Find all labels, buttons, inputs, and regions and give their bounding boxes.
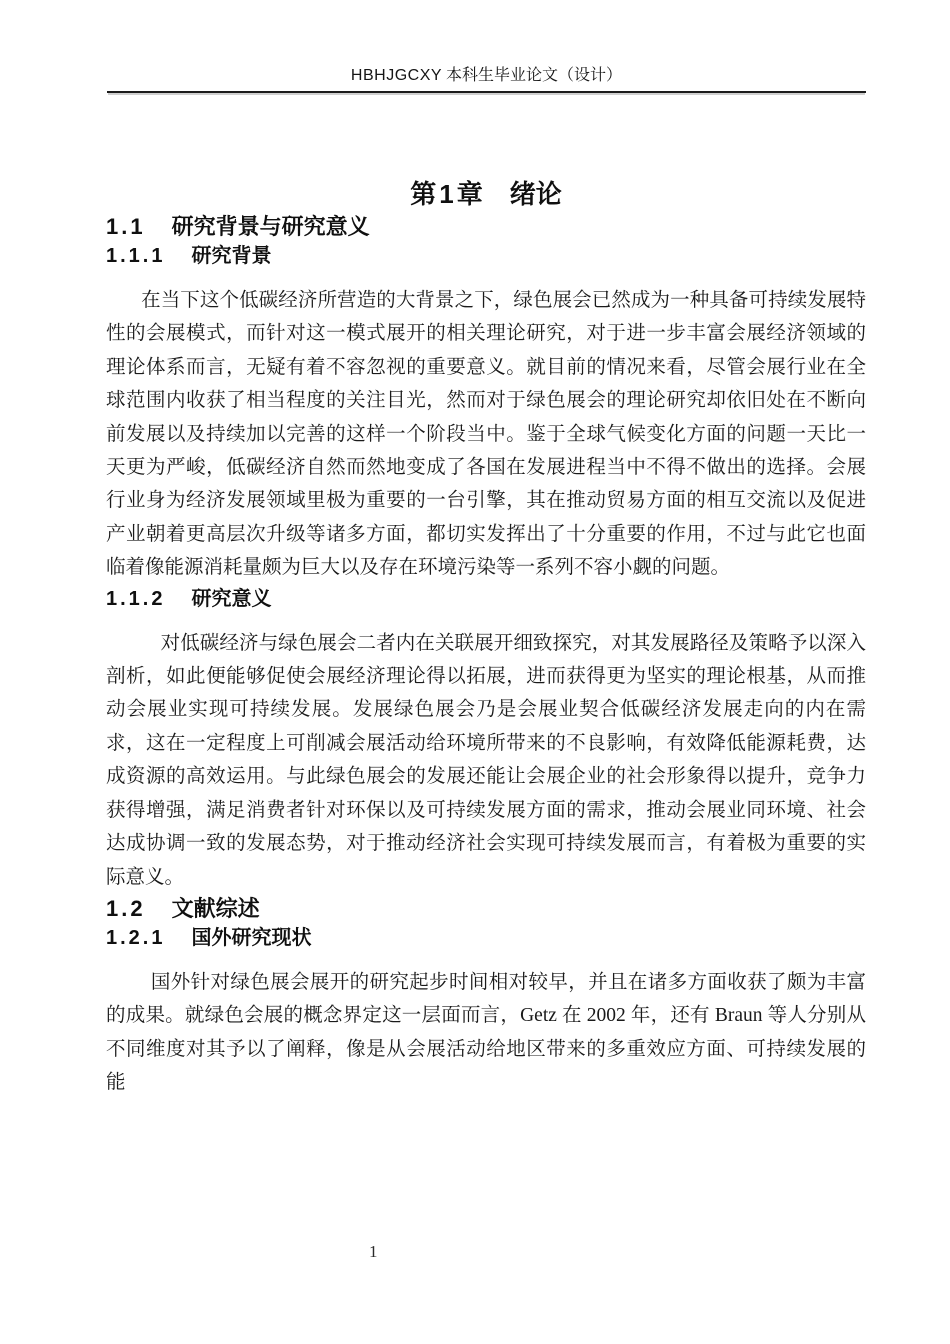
section-heading-1-2-1 <box>106 924 866 952</box>
section-1-2-number: 1.2 <box>106 895 146 921</box>
section-1-2-1-number: 1.2.1 <box>106 926 166 949</box>
section-1-2-1-title: 国外研究现状 <box>191 926 312 949</box>
section-heading-1-1-1 <box>106 242 866 270</box>
paragraph-research-background: 在当下这个低碳经济所营造的大背景之下，绿色展会已然成为一种具备可持续发展特性的会展模式，而针对这一模式展开的相关理论研究，对于进一步丰富会展经济领域的理论体系而言，无疑有着不容忽视的重要意义。就目前的情况来看，尽管会展行业在全球范围内收获了相当程度的关注目光，然而对于绿色展会的理论研究却依旧处在不断向前发展以及持续加以完善的这样一个阶段当中。鉴于全球气候变化方面的问题一天比一天更为严峻，低碳经济自然而然地变成了各国在发展进程当中不得不做出的选择。会展行业身为经济发展领域里极为重要的一台引擎，其在推动贸易方面的相互交流以及促进产业朝着更高层次升级等诸多方面，都切实发挥出了十分重要的作用，不过与此它也面临着像能源消耗量颇为巨大以及存在环境污染等一系列不容小觑的问题。 <box>106 290 866 579</box>
header-document-type: 本科生毕业论文（设计） <box>446 67 623 84</box>
section-1-1-2-title: 研究意义 <box>191 587 272 610</box>
header-school-code: HBHJGCXY <box>350 67 443 84</box>
section-1-2-title: 文献综述 <box>171 895 260 921</box>
section-1-1-2-number: 1.1.2 <box>106 587 166 610</box>
section-1-1-1-title: 研究背景 <box>191 245 272 267</box>
section-heading-1-2 <box>106 894 866 924</box>
paragraph-foreign-research-status: 国外针对绿色展会展开的研究起步时间相对较早，并且在诸多方面收获了颇为丰富的成果。就绿色会展的概念界定这一层面而言，Getz 在 2002 年，还有 Braun 等人分别从不同维度对其予以了阐释，像是从会展活动给地区带来的多重效应方面、可持续发展的能 <box>106 971 866 1094</box>
page-number: 1 <box>369 1242 378 1261</box>
section-heading-1-1-2 <box>106 585 866 613</box>
section-1-1-number: 1.1 <box>106 214 146 239</box>
paragraph-research-significance: 对低碳经济与绿色展会二者内在关联展开细致探究，对其发展路径及策略予以深入剖析，如此便能够促使会展经济理论得以拓展，进而获得更为坚实的理论根基，从而推动会展业实现可持续发展。发展绿色展会乃是会展业契合低碳经济发展走向的内在需求，这在一定程度上可削减会展活动给环境所带来的不良影响，有效降低能源耗费，达成资源的高效运用。与此绿色展会的发展还能让会展企业的社会形象得以提升，竞争力获得增强，满足消费者针对环保以及可持续发展方面的需求，推动会展业同环境、社会达成协调一致的发展态势，对于推动经济社会实现可持续发展而言，有着极为重要的实际意义。 <box>106 632 866 888</box>
chapter-title <box>106 176 866 212</box>
chapter-title-text: 绪论 <box>509 179 562 209</box>
section-1-1-title: 研究背景与研究意义 <box>171 214 370 239</box>
section-heading-1-1 <box>106 212 866 242</box>
section-1-1-1-number: 1.1.1 <box>106 245 166 267</box>
chapter-number: 第1章 <box>410 179 486 209</box>
page-body <box>106 92 866 1100</box>
page-header <box>107 0 866 93</box>
